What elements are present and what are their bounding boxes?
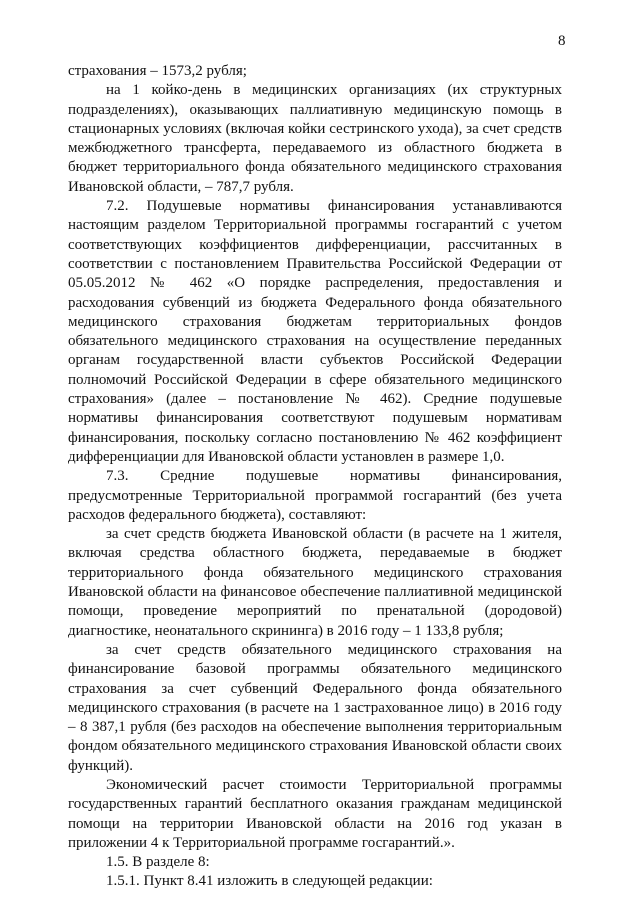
paragraph-oms-funds: за счет средств обязательного медицинского страхования на финансирование базовой программы обязательного медицинского страхования за счет субвенций Федерального фонда обязательного медицинского страхования (в расчете на 1 застрахованное лицо) в 2016 году – 8 387,1 рубля (без расходов на обеспечение выполнения территориальным фондом обязательного медицинского страхования Ивановской области своих функций).: [68, 641, 562, 774]
paragraph-7-3: 7.3. Средние подушевые нормативы финансирования, предусмотренные Территориальной программой госгарантий (без учета расходов федерального бюджета), составляют:: [68, 468, 562, 523]
paragraph-7-2: 7.2. Подушевые нормативы финансирования устанавливаются настоящим разделом Территориальной программы госгарантий с учетом соответствующих коэффициентов дифференциации, рассчитанных в соответствии с постановлением Правительства Российской Федерации от 05.05.2012 № 462 «О порядке распределения, предоставления и расходования субвенций из бюджета Федерального фонда обязательного медицинского страхования бюджетам территориальных фондов обязательного медицинского страхования на осуществление переданных органам государственной власти субъектов Российской Федерации полномочий Российской Федерации в сфере обязательного медицинского страхования» (далее – постановление № 462). Средние подушевые нормативы финансирования соответствуют подушевым нормативам финансирования, поскольку согласно постановлению № 462 коэффициент дифференциации для Ивановской области установлен в размере 1,0.: [68, 198, 562, 465]
paragraph-continuation: страхования – 1573,2 рубля;: [68, 63, 247, 79]
paragraph-1-5: 1.5. В разделе 8:: [106, 854, 210, 871]
page-number: 8: [558, 33, 566, 49]
document-body: [68, 62, 562, 892]
paragraph-regional-budget: за счет средств бюджета Ивановской области (в расчете на 1 жителя, включая средства областного бюджета, передаваемые в бюджет территориального фонда обязательного медицинского страхования Ивановской области на финансовое обеспечение паллиативной медицинской помощи, проведение мероприятий по пренатальной (дородовой) диагностике, неонатального скрининга) в 2016 году – 1 133,8 рубля;: [68, 526, 562, 639]
paragraph-1-5-1: 1.5.1. Пункт 8.41 изложить в следующей редакции:: [106, 873, 433, 890]
paragraph-economic-calculation: Экономический расчет стоимости Территориальной программы государственных гарантий бесплатного оказания гражданам медицинской помощи на территории Ивановской области на 2016 год указан в приложении 4 к Территориальной программе госгарантий.».: [68, 776, 562, 851]
paragraph-palliative-bed-day: на 1 койко-день в медицинских организациях (их структурных подразделениях), оказывающих паллиативную медицинскую помощь в стационарных условиях (включая койки сестринского ухода), за счет средств межбюджетного трансферта, передаваемого из областного бюджета в бюджет территориального фонда обязательного медицинского страхования Ивановской области, – 787,7 рубля.: [68, 82, 562, 195]
